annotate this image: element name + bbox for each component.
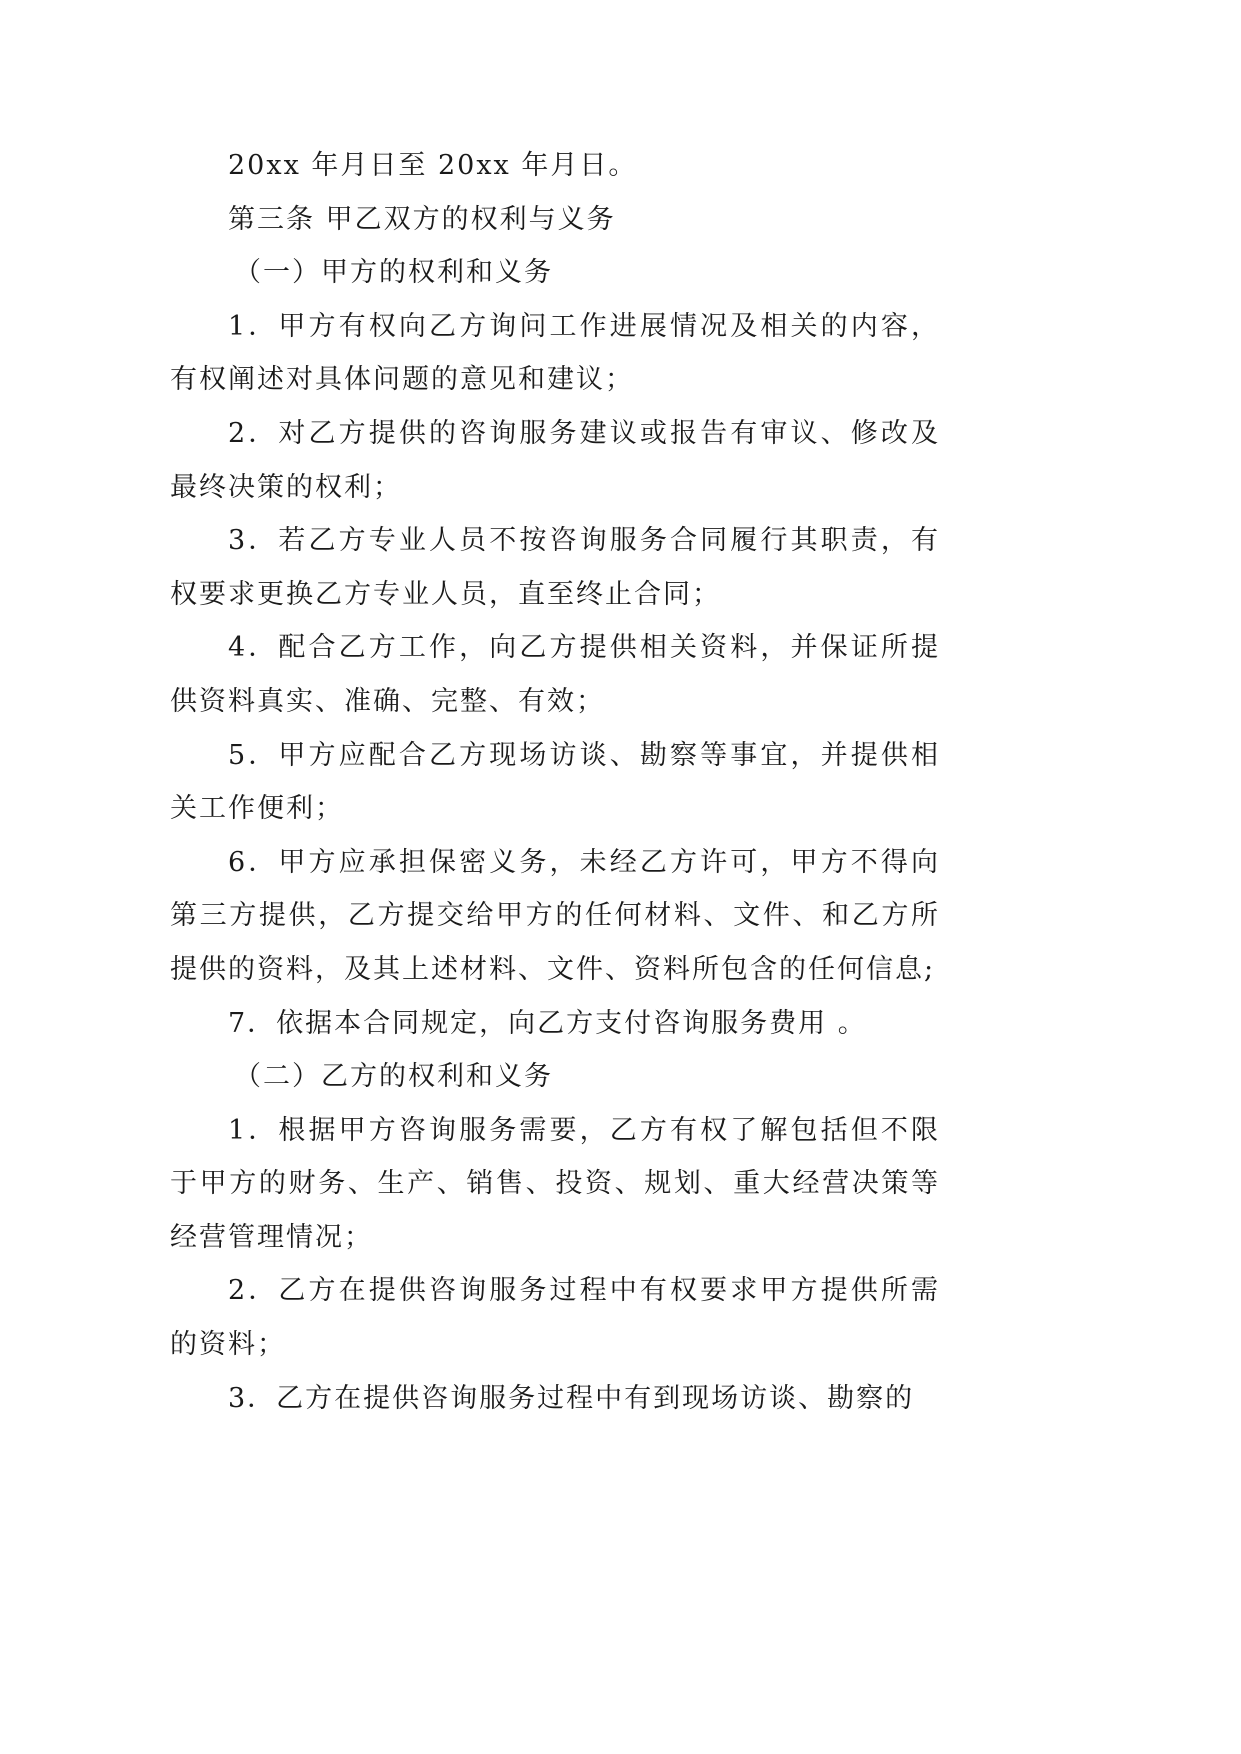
party-a-item-2: 2．对乙方提供的咨询服务建议或报告有审议、修改及最终决策的权利； — [170, 417, 940, 503]
party-a-item-1: 1．甲方有权向乙方询问工作进展情况及相关的内容，有权阐述对具体问题的意见和建议； — [170, 310, 940, 396]
party-a-item-5: 5．甲方应配合乙方现场访谈、勘察等事宜，并提供相关工作便利； — [170, 739, 940, 825]
party-a-item-4: 4．配合乙方工作，向乙方提供相关资料，并保证所提供资料真实、准确、完整、有效； — [170, 632, 940, 717]
article-3-heading: 第三条 甲乙双方的权利与义务 — [228, 203, 616, 235]
party-a-item-7: 7．依据本合同规定，向乙方支付咨询服务费用 。 — [228, 1007, 867, 1039]
party-b-item-1: 1．根据甲方咨询服务需要，乙方有权了解包括但不限于甲方的财务、生产、销售、投资、规划、重大经营决策等经营管理情况； — [170, 1114, 940, 1253]
party-b-rights-heading: （二）乙方的权利和义务 — [234, 1061, 553, 1093]
party-b-item-3: 3．乙方在提供咨询服务过程中有到现场访谈、勘察的 — [228, 1382, 915, 1414]
party-a-rights-heading: （一）甲方的权利和义务 — [234, 257, 553, 289]
party-b-item-2: 2．乙方在提供咨询服务过程中有权要求甲方提供所需的资料； — [170, 1275, 940, 1361]
document-body — [170, 139, 940, 1425]
party-a-item-6: 6．甲方应承担保密义务，未经乙方许可，甲方不得向第三方提供，乙方提交给甲方的任何材料、文件、和乙方所提供的资料，及其上述材料、文件、资料所包含的任何信息; — [170, 846, 940, 985]
party-a-item-3: 3．若乙方专业人员不按咨询服务合同履行其职责，有权要求更换乙方专业人员，直至终止合同； — [170, 525, 940, 610]
date-range-paragraph: 20xx 年月日至 20xx 年月日。 — [228, 150, 638, 181]
